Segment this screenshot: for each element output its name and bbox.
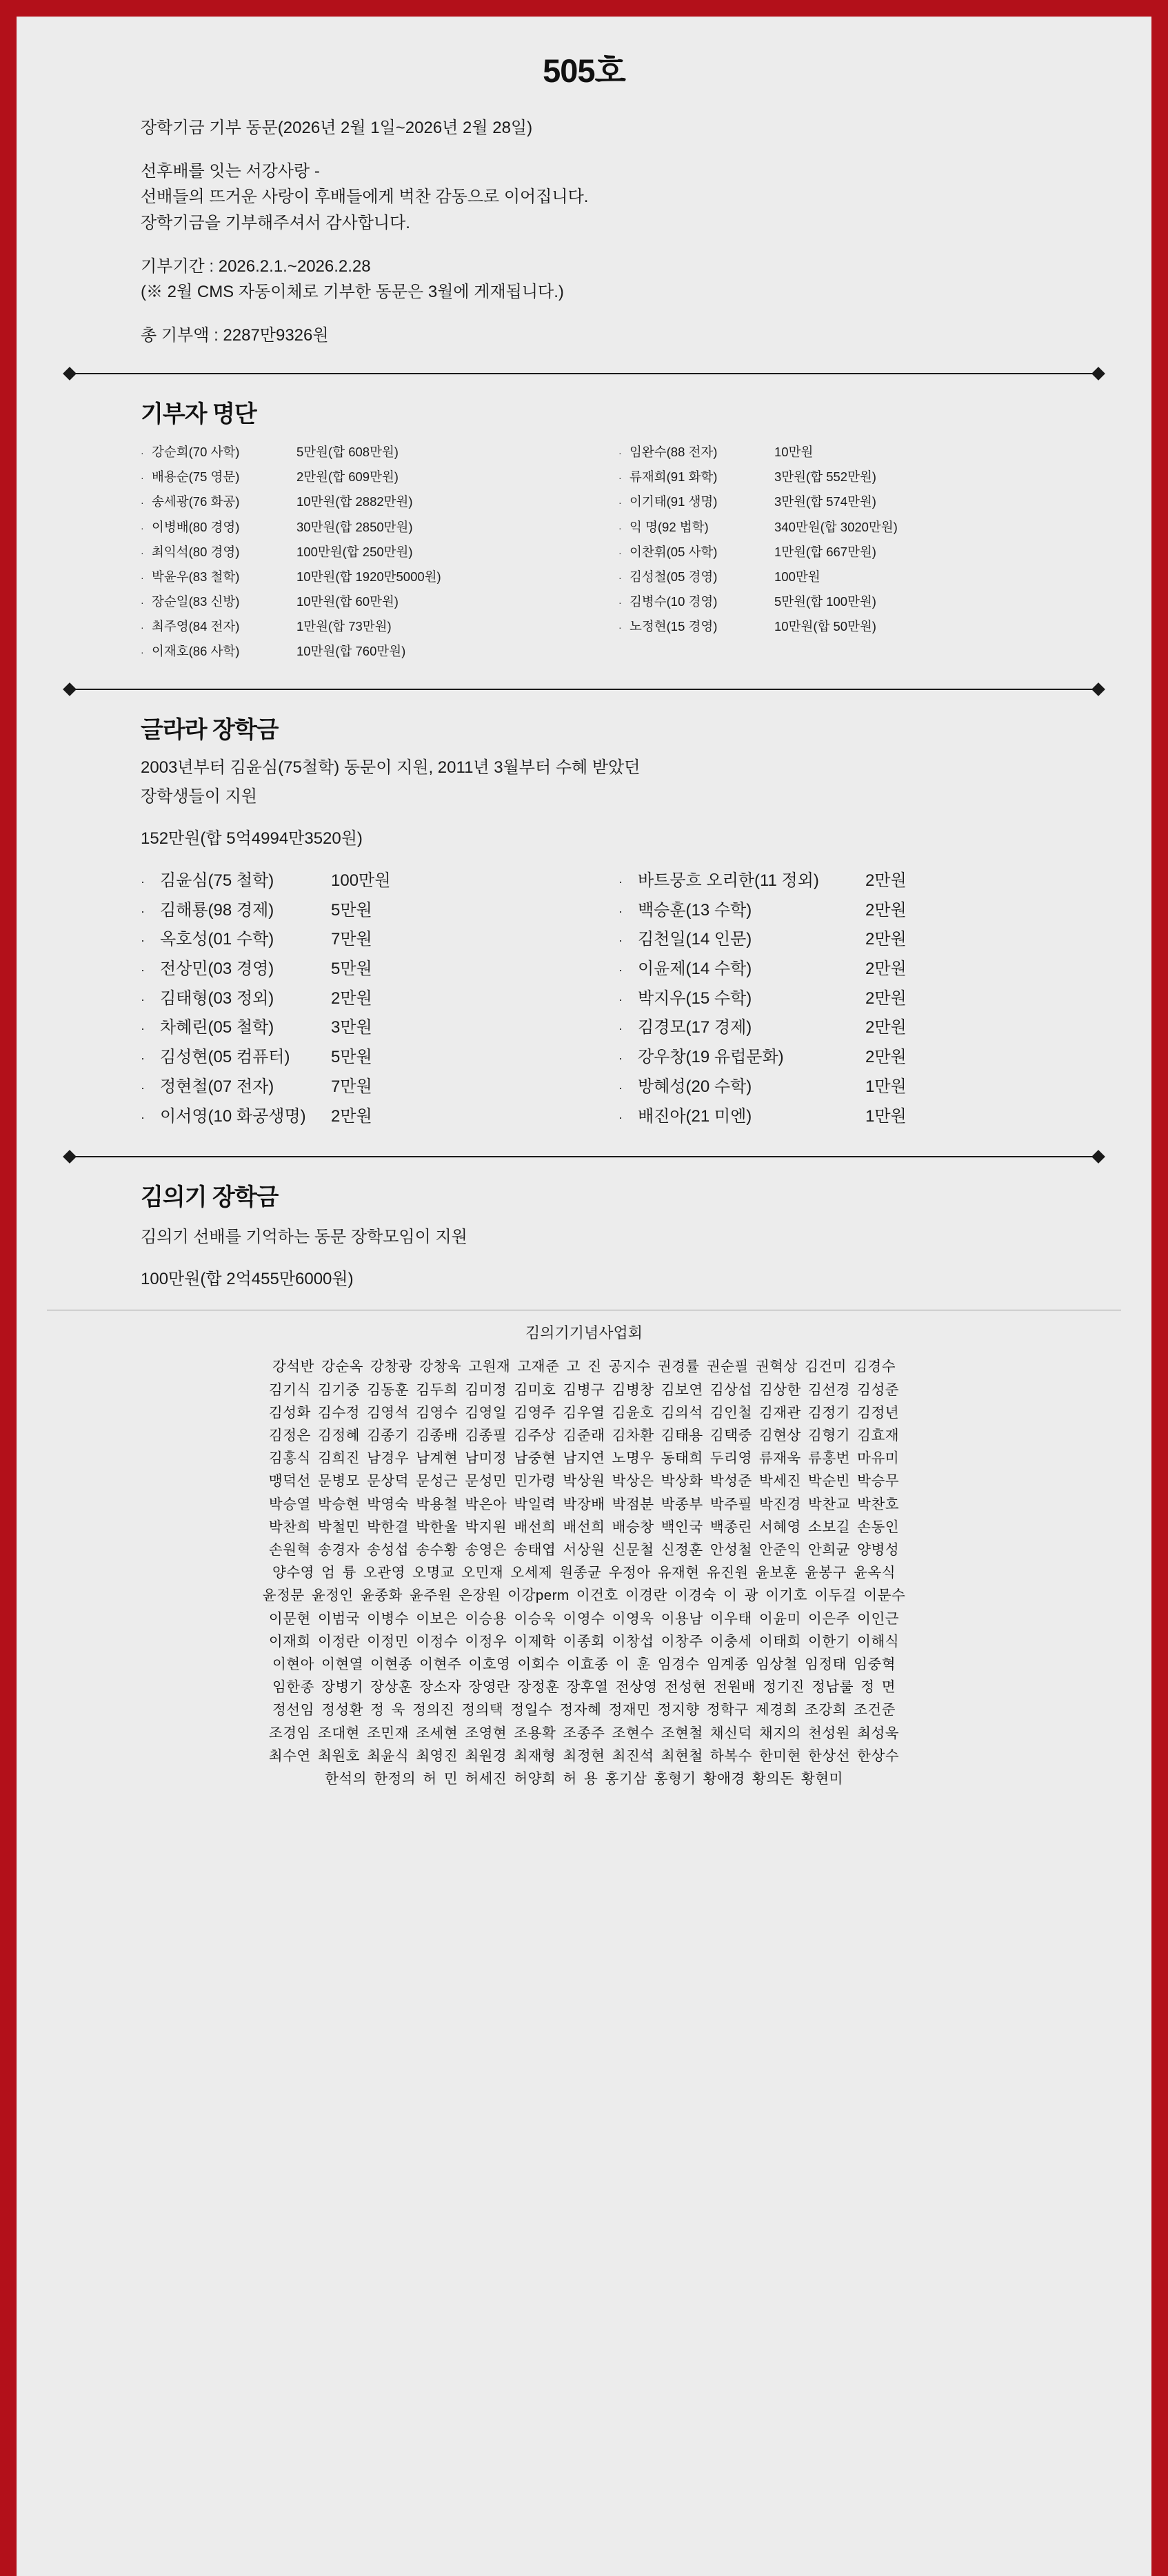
gullara-row xyxy=(141,866,591,896)
bullet-icon: · xyxy=(618,447,622,459)
bullet-icon: · xyxy=(618,547,622,558)
name-line: 김정은 김정혜 김종기 김종배 김종필 김주상 김준래 김차환 김태용 김택중 김현상 김형기 김효재 xyxy=(268,1427,900,1443)
donor-amount: 2만원 xyxy=(331,1106,372,1126)
donor-column-left xyxy=(141,440,591,664)
donor-row xyxy=(141,465,591,489)
gullara-row xyxy=(618,866,1069,896)
donor-amount: 5만원 xyxy=(331,900,372,920)
gullara-row xyxy=(141,984,591,1014)
gullara-row xyxy=(141,1073,591,1102)
intro-message-line1: 선배들의 뜨거운 사랑이 후배들에게 벅찬 감동으로 이어집니다. xyxy=(141,187,589,207)
bullet-icon: · xyxy=(141,522,144,534)
intro-donation-period: 기부기간 : 2026.2.1.~2026.2.28 xyxy=(141,256,371,276)
bullet-icon: · xyxy=(141,1051,145,1066)
gullara-row xyxy=(141,925,591,955)
gullara-row xyxy=(141,1013,591,1043)
kimuigi-names-section xyxy=(17,1310,1151,1811)
name-line: 김성화 김수정 김영석 김영수 김영일 김영주 김우열 김윤호 김의석 김인철 김재관 김정기 김정년 xyxy=(268,1404,900,1421)
donor-name: 이서영(10 화공생명) xyxy=(160,1106,306,1126)
donor-row xyxy=(618,565,1069,589)
bullet-icon: · xyxy=(141,547,144,558)
kimuigi-desc: 김의기 선배를 기억하는 동문 장학모임이 지원 xyxy=(141,1228,467,1247)
donor-name: 차혜린(05 철학) xyxy=(160,1018,274,1037)
donor-name: 장순일(83 신방) xyxy=(152,594,240,609)
donor-row xyxy=(141,440,591,465)
donor-name: 김윤심(75 철학) xyxy=(160,871,274,890)
donor-row xyxy=(141,639,591,664)
donor-name: 방혜성(20 수학) xyxy=(638,1077,752,1096)
bullet-icon: · xyxy=(618,933,623,948)
bullet-icon: · xyxy=(141,472,144,484)
name-line: 맹덕선 문병모 문상덕 문성근 문성민 민가령 박상원 박상은 박상화 박성준 박세진 박순빈 박승무 xyxy=(268,1473,900,1490)
donor-name: 임완수(88 전자) xyxy=(630,445,718,460)
donor-name: 최주영(84 전자) xyxy=(152,618,240,633)
name-line: 박승열 박승현 박영숙 박용철 박은아 박일력 박장배 박점분 박종부 박주필 박진경 박찬교 박찬호 xyxy=(268,1496,900,1512)
divider-line xyxy=(72,689,1096,690)
gullara-row xyxy=(618,984,1069,1014)
donor-amount: 3만원 xyxy=(331,1018,372,1037)
gullara-section xyxy=(17,711,1151,1131)
gullara-row xyxy=(141,955,591,984)
bullet-icon: · xyxy=(618,1080,623,1095)
name-line: 양수영 엄 륭 오관영 오명교 오민재 오세제 원종균 우정아 유재현 유진원 윤보훈 윤봉구 윤옥식 xyxy=(272,1565,896,1581)
bullet-icon: · xyxy=(618,963,623,977)
divider-1 xyxy=(17,348,1151,395)
donor-amount: 2만원 xyxy=(865,1018,907,1037)
donor-name: 김해룡(98 경제) xyxy=(160,900,274,920)
donor-amount: 10만원 xyxy=(774,445,814,460)
donor-amount: 2만원(합 609만원) xyxy=(296,469,399,485)
gullara-row xyxy=(618,955,1069,984)
donor-amount: 5만원 xyxy=(331,960,372,979)
donor-row xyxy=(618,589,1069,614)
gullara-row xyxy=(618,1013,1069,1043)
donor-name: 김병수(10 경영) xyxy=(630,594,718,609)
bullet-icon: · xyxy=(141,1080,145,1095)
bullet-icon: · xyxy=(618,472,622,484)
donor-row xyxy=(141,565,591,589)
name-line: 강석반 강순옥 강창광 강창욱 고원재 고재준 고 진 공지수 권경률 권순필 권혁상 김건미 김경수 xyxy=(272,1359,896,1375)
intro-cms-note: (※ 2월 CMS 자동이체로 기부한 동문은 3월에 게재됩니다.) xyxy=(141,282,564,301)
donor-amount: 1만원(합 667만원) xyxy=(774,544,876,559)
kimuigi-name-list xyxy=(47,1355,1121,1790)
donor-name: 전상민(03 경영) xyxy=(160,960,274,979)
page-title: 505호 xyxy=(543,52,625,89)
bullet-icon: · xyxy=(618,992,623,1006)
gullara-row xyxy=(618,1073,1069,1102)
name-line: 이재희 이정란 이정민 이정수 이정우 이제학 이종회 이창섭 이창주 이충세 이태희 이한기 이해식 xyxy=(268,1633,900,1650)
name-line: 최수연 최원호 최윤식 최영진 최원경 최재형 최정현 최진석 최현철 하복수 한미현 한상선 한상수 xyxy=(268,1747,900,1764)
bullet-icon: · xyxy=(618,596,622,608)
intro-total-amount: 총 기부액 : 2287만9326원 xyxy=(141,326,329,345)
bullet-icon: · xyxy=(618,1051,623,1066)
name-line: 이문현 이범국 이병수 이보은 이승용 이승욱 이영수 이영욱 이용남 이우태 이윤미 이은주 이인근 xyxy=(268,1610,900,1627)
donor-row xyxy=(618,465,1069,489)
bullet-icon: · xyxy=(618,522,622,534)
donor-name: 노정현(15 경영) xyxy=(630,618,718,633)
donor-name: 옥호성(01 수학) xyxy=(160,930,274,949)
gullara-row xyxy=(141,896,591,926)
donor-column-right xyxy=(618,440,1069,664)
bullet-icon: · xyxy=(141,904,145,918)
gullara-row xyxy=(618,1102,1069,1132)
donor-name: 김경모(17 경제) xyxy=(638,1018,752,1037)
donor-list-section xyxy=(17,395,1151,664)
donor-name: 이윤제(14 수학) xyxy=(638,960,752,979)
name-line: 김기식 김기중 김동훈 김두희 김미정 김미호 김병구 김병창 김보연 김상섭 김상한 김선경 김성준 xyxy=(268,1381,900,1398)
donor-name: 이재호(86 사학) xyxy=(152,643,240,658)
gullara-row xyxy=(618,1043,1069,1073)
donor-name: 최익석(80 경영) xyxy=(152,544,240,559)
intro-section xyxy=(17,115,1151,348)
donor-name: 정현철(07 전자) xyxy=(160,1077,274,1096)
intro-period-line: 장학기금 기부 동문(2026년 2월 1일~2026년 2월 28일) xyxy=(141,119,533,137)
kimuigi-section xyxy=(17,1178,1151,1289)
donor-amount: 2만원 xyxy=(865,960,907,979)
donor-amount: 10만원(합 60만원) xyxy=(296,594,399,609)
name-line: 윤정문 윤정인 윤종화 윤주원 은장원 이강perm 이건호 이경란 이경숙 이 광 이기호 이두걸 이문수 xyxy=(262,1588,906,1604)
gullara-heading: 글라라 장학금 xyxy=(141,716,279,743)
donor-amount: 5만원(합 100만원) xyxy=(774,594,876,609)
donor-amount: 2만원 xyxy=(865,871,907,890)
donor-amount: 7만원 xyxy=(331,1077,372,1096)
bullet-icon: · xyxy=(141,933,145,948)
donor-amount: 7만원 xyxy=(331,930,372,949)
donor-amount: 3만원(합 574만원) xyxy=(774,494,876,509)
donor-name: 김천일(14 인문) xyxy=(638,930,752,949)
gullara-column-right xyxy=(618,866,1069,1131)
donor-row xyxy=(618,540,1069,565)
donor-name: 송세광(76 화공) xyxy=(152,494,240,509)
donor-name: 이병배(80 경영) xyxy=(152,519,240,534)
name-line: 정선임 정성환 정 욱 정의진 정의택 정일수 정자혜 정재민 정지향 정학구 제경희 조강희 조건준 xyxy=(272,1702,896,1718)
kimuigi-foundation-name: 김의기기념사업회 xyxy=(47,1310,1121,1355)
donor-amount: 30만원(합 2850만원) xyxy=(296,519,413,534)
kimuigi-amount: 100만원(합 2억455만6000원) xyxy=(141,1270,354,1289)
donor-amount: 2만원 xyxy=(865,988,907,1008)
donor-name: 박윤우(83 철학) xyxy=(152,569,240,584)
divider-3 xyxy=(17,1131,1151,1178)
bullet-icon: · xyxy=(141,963,145,977)
donor-amount: 1만원 xyxy=(865,1106,907,1126)
bullet-icon: · xyxy=(141,992,145,1006)
donor-amount: 10만원(합 2882만원) xyxy=(296,494,413,509)
gullara-amount: 152만원(합 5억4994만3520원) xyxy=(141,829,363,848)
donor-row xyxy=(618,515,1069,540)
gullara-row xyxy=(618,896,1069,926)
kimuigi-heading: 김의기 장학금 xyxy=(141,1184,279,1211)
divider-line xyxy=(72,1156,1096,1157)
donor-name: 김성현(05 컴퓨터) xyxy=(160,1048,290,1067)
donor-name: 바트뭉흐 오리한(11 정외) xyxy=(638,871,819,890)
donor-amount: 3만원(합 552만원) xyxy=(774,469,876,485)
bullet-icon: · xyxy=(141,596,144,608)
gullara-desc-line1: 2003년부터 김윤심(75철학) 동문이 지원, 2011년 3월부터 수혜 받았던 xyxy=(141,758,641,777)
gullara-row xyxy=(618,925,1069,955)
bullet-icon: · xyxy=(141,497,144,509)
donor-row xyxy=(141,589,591,614)
donor-amount: 340만원(합 3020만원) xyxy=(774,519,898,534)
donor-name: 배용순(75 영문) xyxy=(152,469,240,485)
bullet-icon: · xyxy=(141,1022,145,1036)
donor-amount: 10만원(합 50만원) xyxy=(774,618,876,633)
gullara-column-left xyxy=(141,866,591,1131)
bullet-icon: · xyxy=(618,1022,623,1036)
donor-name: 배진아(21 미엔) xyxy=(638,1106,752,1126)
donor-amount: 100만원 xyxy=(331,871,391,890)
bullet-icon: · xyxy=(141,1110,145,1124)
donor-name: 백승훈(13 수학) xyxy=(638,900,752,920)
name-line: 조경임 조대현 조민재 조세현 조영현 조용확 조종주 조현수 조현철 채신덕 채지의 천성원 최성욱 xyxy=(268,1725,900,1741)
diamond-icon xyxy=(1091,367,1105,381)
donor-name: 김태형(03 정외) xyxy=(160,988,274,1008)
donor-name: 류재희(91 화학) xyxy=(630,469,718,485)
donor-row xyxy=(141,614,591,639)
name-line: 손원혁 송경자 송성섭 송수황 송영은 송태엽 서상원 신문철 신정훈 안성철 안준익 안희균 양병성 xyxy=(268,1541,900,1558)
name-line: 한석의 한정의 허 민 허세진 허양희 허 용 홍기삼 홍형기 황애경 황의돈 황현미 xyxy=(325,1771,843,1787)
donor-amount: 5만원 xyxy=(331,1048,372,1067)
name-line: 이현아 이현열 이현종 이현주 이호영 이회수 이효종 이 훈 임경수 임계종 임상철 임정태 임중혁 xyxy=(272,1656,896,1672)
bullet-icon: · xyxy=(618,497,622,509)
intro-slogan-line: 선후배를 잇는 서강사랑 - xyxy=(141,162,320,181)
donor-name: 박지우(15 수학) xyxy=(638,988,752,1008)
donor-amount: 100만원(합 250만원) xyxy=(296,544,413,559)
donor-list-heading: 기부자 명단 xyxy=(141,401,256,428)
donor-row xyxy=(618,440,1069,465)
divider-line xyxy=(72,373,1096,374)
donor-amount: 1만원(합 73만원) xyxy=(296,618,392,633)
donor-row xyxy=(141,540,591,565)
divider-2 xyxy=(17,664,1151,711)
bullet-icon: · xyxy=(141,621,144,633)
gullara-row xyxy=(141,1102,591,1132)
bullet-icon: · xyxy=(618,621,622,633)
diamond-icon xyxy=(1091,1150,1105,1164)
donor-name: 강순희(70 사학) xyxy=(152,445,240,460)
name-line: 김홍식 김희진 남경우 남계현 남미정 남중현 남지연 노명우 동태희 두리영 류재욱 류홍번 마유미 xyxy=(268,1450,900,1467)
donor-row xyxy=(141,489,591,514)
donor-amount: 100만원 xyxy=(774,569,820,584)
name-line: 박찬희 박철민 박한결 박한울 박지원 배선희 배선희 배승창 백인국 백종린 서혜영 소보길 손동인 xyxy=(268,1519,900,1535)
bullet-icon: · xyxy=(618,1110,623,1124)
donor-name: 이찬휘(05 사학) xyxy=(630,544,718,559)
donor-row xyxy=(141,515,591,540)
donor-amount: 5만원(합 608만원) xyxy=(296,445,399,460)
bullet-icon: · xyxy=(618,571,622,583)
donor-amount: 2만원 xyxy=(865,930,907,949)
donor-amount: 1만원 xyxy=(865,1077,907,1096)
donor-name: 김성철(05 경영) xyxy=(630,569,718,584)
donor-row xyxy=(618,489,1069,514)
name-line: 임한종 장병기 장상훈 장소자 장영란 장정훈 장후열 전상영 전성현 전원배 정기진 정남룰 정 면 xyxy=(272,1679,896,1696)
document-sheet xyxy=(17,17,1151,2576)
donor-name: 강우창(19 유럽문화) xyxy=(638,1048,784,1067)
donor-amount: 10만원(합 760만원) xyxy=(296,643,406,658)
gullara-row xyxy=(141,1043,591,1073)
diamond-icon xyxy=(1091,682,1105,696)
bullet-icon: · xyxy=(141,571,144,583)
donor-amount: 2만원 xyxy=(865,1048,907,1067)
donor-amount: 2만원 xyxy=(865,900,907,920)
donor-name: 이기태(91 생명) xyxy=(630,494,718,509)
bullet-icon: · xyxy=(618,874,623,889)
intro-message-line2: 장학기금을 기부해주셔서 감사합니다. xyxy=(141,213,410,232)
donor-row xyxy=(618,614,1069,639)
bullet-icon: · xyxy=(141,447,144,459)
donor-name: 익 명(92 법학) xyxy=(630,519,709,534)
bullet-icon: · xyxy=(141,646,144,658)
bullet-icon: · xyxy=(618,904,623,918)
donor-amount: 10만원(합 1920만5000원) xyxy=(296,569,441,584)
bullet-icon: · xyxy=(141,874,145,889)
donor-amount: 2만원 xyxy=(331,988,372,1008)
gullara-desc-line2: 장학생들이 지원 xyxy=(141,787,257,806)
